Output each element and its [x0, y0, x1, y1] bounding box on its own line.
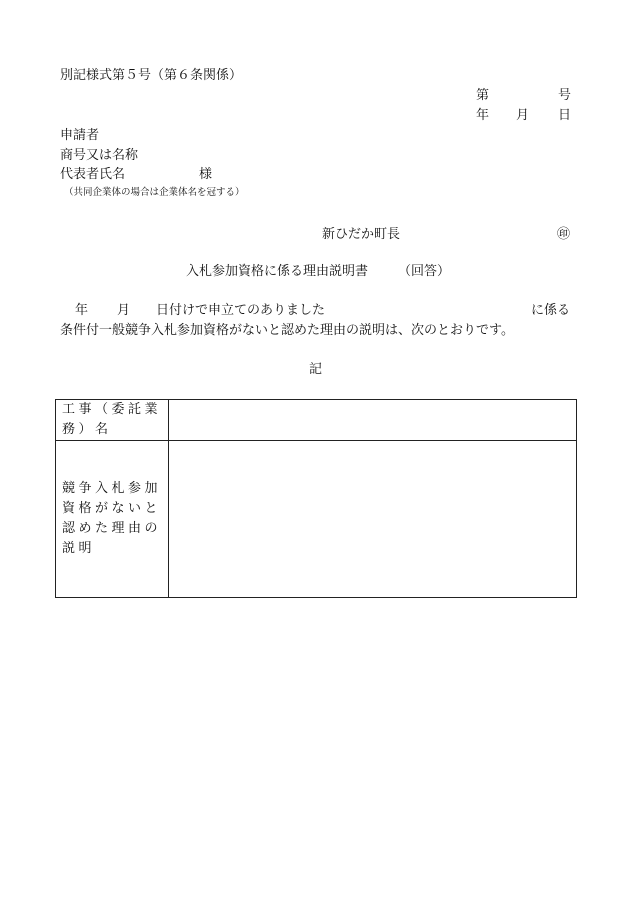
- work-name-label: 工事（委託業務）名: [56, 400, 169, 441]
- doc-number-suffix: 号: [558, 88, 572, 103]
- honorific: 様: [199, 167, 213, 182]
- seal-mark: ㊞: [557, 227, 571, 242]
- date-day: 日: [558, 108, 572, 123]
- body-suffix: に係る: [531, 303, 571, 318]
- reason-table: [55, 399, 577, 598]
- jv-note: （共同企業体の場合は企業体名を冠する）: [64, 187, 245, 198]
- body-year: 年: [75, 303, 89, 318]
- table-row: [56, 441, 577, 598]
- form-number: 別記様式第５号（第６条関係）: [60, 68, 243, 83]
- representative-label: 代表者氏名: [60, 167, 126, 182]
- date-month: 月: [516, 108, 530, 123]
- body-line-2: 条件付一般競争入札参加資格がないと認めた理由の説明は、次のとおりです。: [60, 323, 514, 338]
- document-title-suffix: （回答）: [398, 264, 451, 279]
- reason-value[interactable]: [169, 441, 577, 598]
- date-year: 年: [476, 108, 490, 123]
- body-day-part: 日付けで申立てのありました: [156, 303, 326, 318]
- table-row: [56, 400, 577, 441]
- reason-label: 競争入札参加資格がないと認めた理由の説明: [56, 441, 169, 598]
- body-month: 月: [117, 303, 131, 318]
- trade-name-label: 商号又は名称: [60, 148, 139, 163]
- doc-number-prefix: 第: [476, 88, 490, 103]
- applicant-heading: 申請者: [60, 128, 100, 143]
- ki-heading: 記: [309, 362, 323, 377]
- issuer-title: 新ひだか町長: [322, 227, 401, 242]
- document-title: 入札参加資格に係る理由説明書: [186, 264, 369, 279]
- work-name-value[interactable]: [169, 400, 577, 441]
